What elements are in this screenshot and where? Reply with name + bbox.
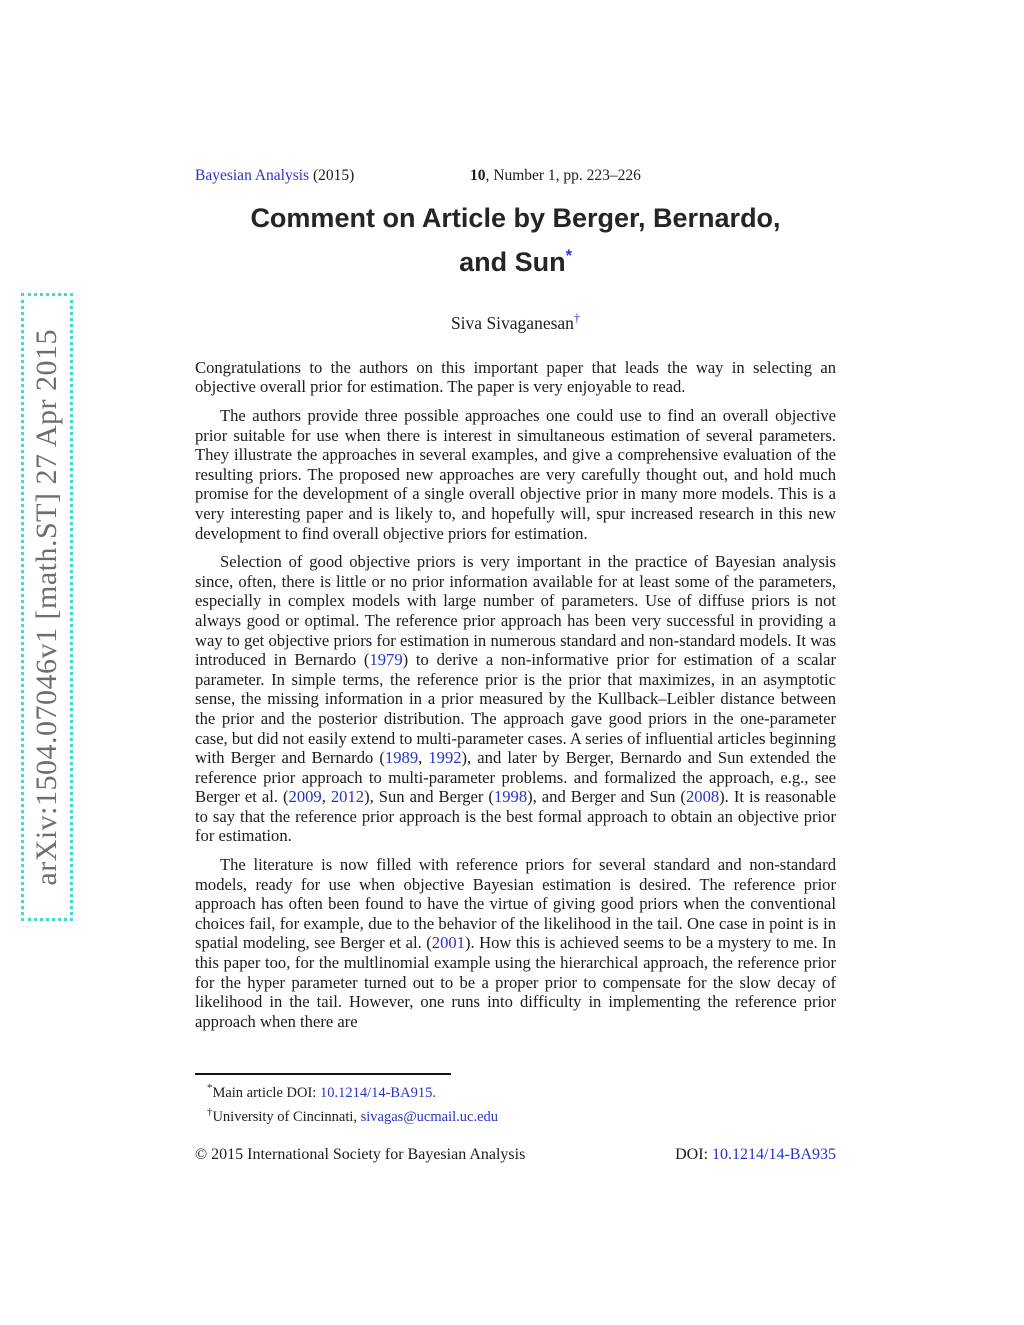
page-footer bbox=[195, 1146, 836, 1164]
paragraph bbox=[195, 358, 836, 397]
doi-label: DOI: bbox=[675, 1146, 712, 1163]
footer-doi-link[interactable]: 10.1214/14-BA935 bbox=[712, 1146, 836, 1163]
footnote-marker: * bbox=[207, 1082, 213, 1094]
text-run: Congratulations to the authors on this important paper that leads the way in selecting an objective overall prior for estimation. The paper is very enjoyable to read. bbox=[195, 357, 836, 397]
paragraph bbox=[195, 552, 836, 846]
footnote bbox=[207, 1079, 836, 1103]
author-line bbox=[195, 311, 836, 334]
paragraph bbox=[195, 855, 836, 1031]
paper-title bbox=[195, 199, 836, 281]
text-run: , bbox=[418, 748, 429, 768]
citation-link[interactable]: 2009 bbox=[288, 787, 322, 807]
text-run: ), Sun and Berger ( bbox=[364, 787, 494, 807]
text-run: The authors provide three possible approaches one could use to find an overall objective prior suitable for use when there is interest in simultaneous estimation of several parameters. They illustrate the approaches in several examples, and give a comprehensive evaluation of the resulting priors. The proposed new approaches are very carefully thought out, and hold much promise for the development of a single overall objective prior in many more models. This is a very interesting paper and is likely to, and hopefully will, spur increased research in this new development to find overall objective priors for estimation. bbox=[195, 406, 836, 543]
volume-number: 10 bbox=[470, 167, 486, 184]
citation-link[interactable]: 1989 bbox=[384, 748, 419, 768]
arxiv-id-label: arXiv:1504.07046v1 [math.ST] 27 Apr 2015 bbox=[30, 328, 63, 886]
text-run: Selection of good objective priors is very important in the practice of Bayesian analysis since, often, there is little or no prior information available for at least some of the parameters, especially in complex models with large number of parameters. Use of diffuse priors is not always good or optimal. The reference prior approach has been very successful in providing a way to get objective priors for estimation in numerous standard and non-standard models. It was introduced in Bernardo ( bbox=[195, 552, 836, 670]
volume-info bbox=[470, 167, 641, 185]
citation-link[interactable]: 2008 bbox=[685, 787, 720, 807]
text-run: ) to derive a non-informative prior for estimation of a scalar parameter. In simple terms, the reference prior is the prior that maximizes, in an asymptotic sense, the missing information in a prior measured by the Kullback–Leibler distance between the prior and the posterior distribution. The approach gave good priors in the one-parameter case, but did not easily extend to multi-parameter cases. A series of influential articles beginning with Berger and Bernardo ( bbox=[195, 650, 836, 768]
footnote-block bbox=[195, 1073, 836, 1127]
title-footnote-asterisk-link[interactable]: * bbox=[565, 247, 572, 265]
citation-link[interactable]: 1979 bbox=[369, 650, 403, 670]
citation-link[interactable]: 2012 bbox=[330, 787, 365, 807]
journal-header bbox=[195, 167, 836, 187]
text-run: ). It is reasonable to say that the reference prior approach is the best formal approach to obtain an objective prior for estimation. bbox=[195, 787, 837, 846]
footnote-marker: † bbox=[207, 1105, 213, 1118]
text-run: Main article DOI: bbox=[212, 1084, 320, 1101]
arxiv-watermark bbox=[21, 293, 73, 921]
citation-link[interactable]: 2001 bbox=[431, 933, 465, 953]
journal-name-link[interactable]: Bayesian Analysis bbox=[195, 167, 310, 184]
text-run: ), and Berger and Sun ( bbox=[527, 787, 686, 807]
copyright-notice: © 2015 International Society for Bayesian Analysis bbox=[195, 1146, 526, 1163]
issue-pages: , Number 1, pp. 223–226 bbox=[485, 167, 641, 184]
doi-line bbox=[675, 1146, 836, 1164]
author-name: Siva Sivaganesan bbox=[450, 312, 574, 333]
footnote-link[interactable]: sivagas@ucmail.uc.edu bbox=[360, 1108, 499, 1125]
title-line-2: and Sun bbox=[459, 247, 566, 277]
text-run: ), and later by Berger, Bernardo and Sun extended the reference prior approach to multi-parameter problems. and formalized the approach, e.g., see Berger et al. ( bbox=[195, 748, 837, 807]
text-run: , bbox=[321, 787, 331, 807]
journal-year: (2015) bbox=[309, 167, 355, 184]
paragraph bbox=[195, 406, 836, 543]
footnote-link[interactable]: 10.1214/14-BA915. bbox=[319, 1084, 436, 1101]
footnotes bbox=[195, 1079, 836, 1127]
text-run: ). How this is achieved seems to be a mystery to me. In this paper too, for the multlinomial example using the hierarchical approach, the reference prior for the hyper parameter turned out to be a proper prior to compensate for the slow decay of likelihood in the tail. However, one runs into difficulty in implementing the reference prior approach when there are bbox=[195, 933, 836, 1031]
text-run: University of Cincinnati, bbox=[212, 1108, 361, 1125]
text-run: The literature is now filled with reference priors for several standard and non-standard models, ready for use when objective Bayesian estimation is desired. The reference prior approach has often been found to have the virtue of giving good priors when the conventional choices fail, for example, due to the behavior of the likelihood in the tail. One case in point is in spatial modeling, see Berger et al. ( bbox=[195, 855, 836, 953]
citation-link[interactable]: 1992 bbox=[428, 748, 462, 768]
article-column bbox=[195, 167, 836, 1040]
article-body bbox=[195, 358, 836, 1032]
journal-name-group bbox=[195, 167, 354, 184]
footnote-divider bbox=[195, 1073, 451, 1075]
citation-link[interactable]: 1998 bbox=[493, 787, 528, 807]
footnote bbox=[207, 1103, 836, 1127]
author-footnote-dagger-link[interactable]: † bbox=[573, 311, 581, 325]
title-line-1: Comment on Article by Berger, Bernardo, bbox=[250, 203, 781, 233]
